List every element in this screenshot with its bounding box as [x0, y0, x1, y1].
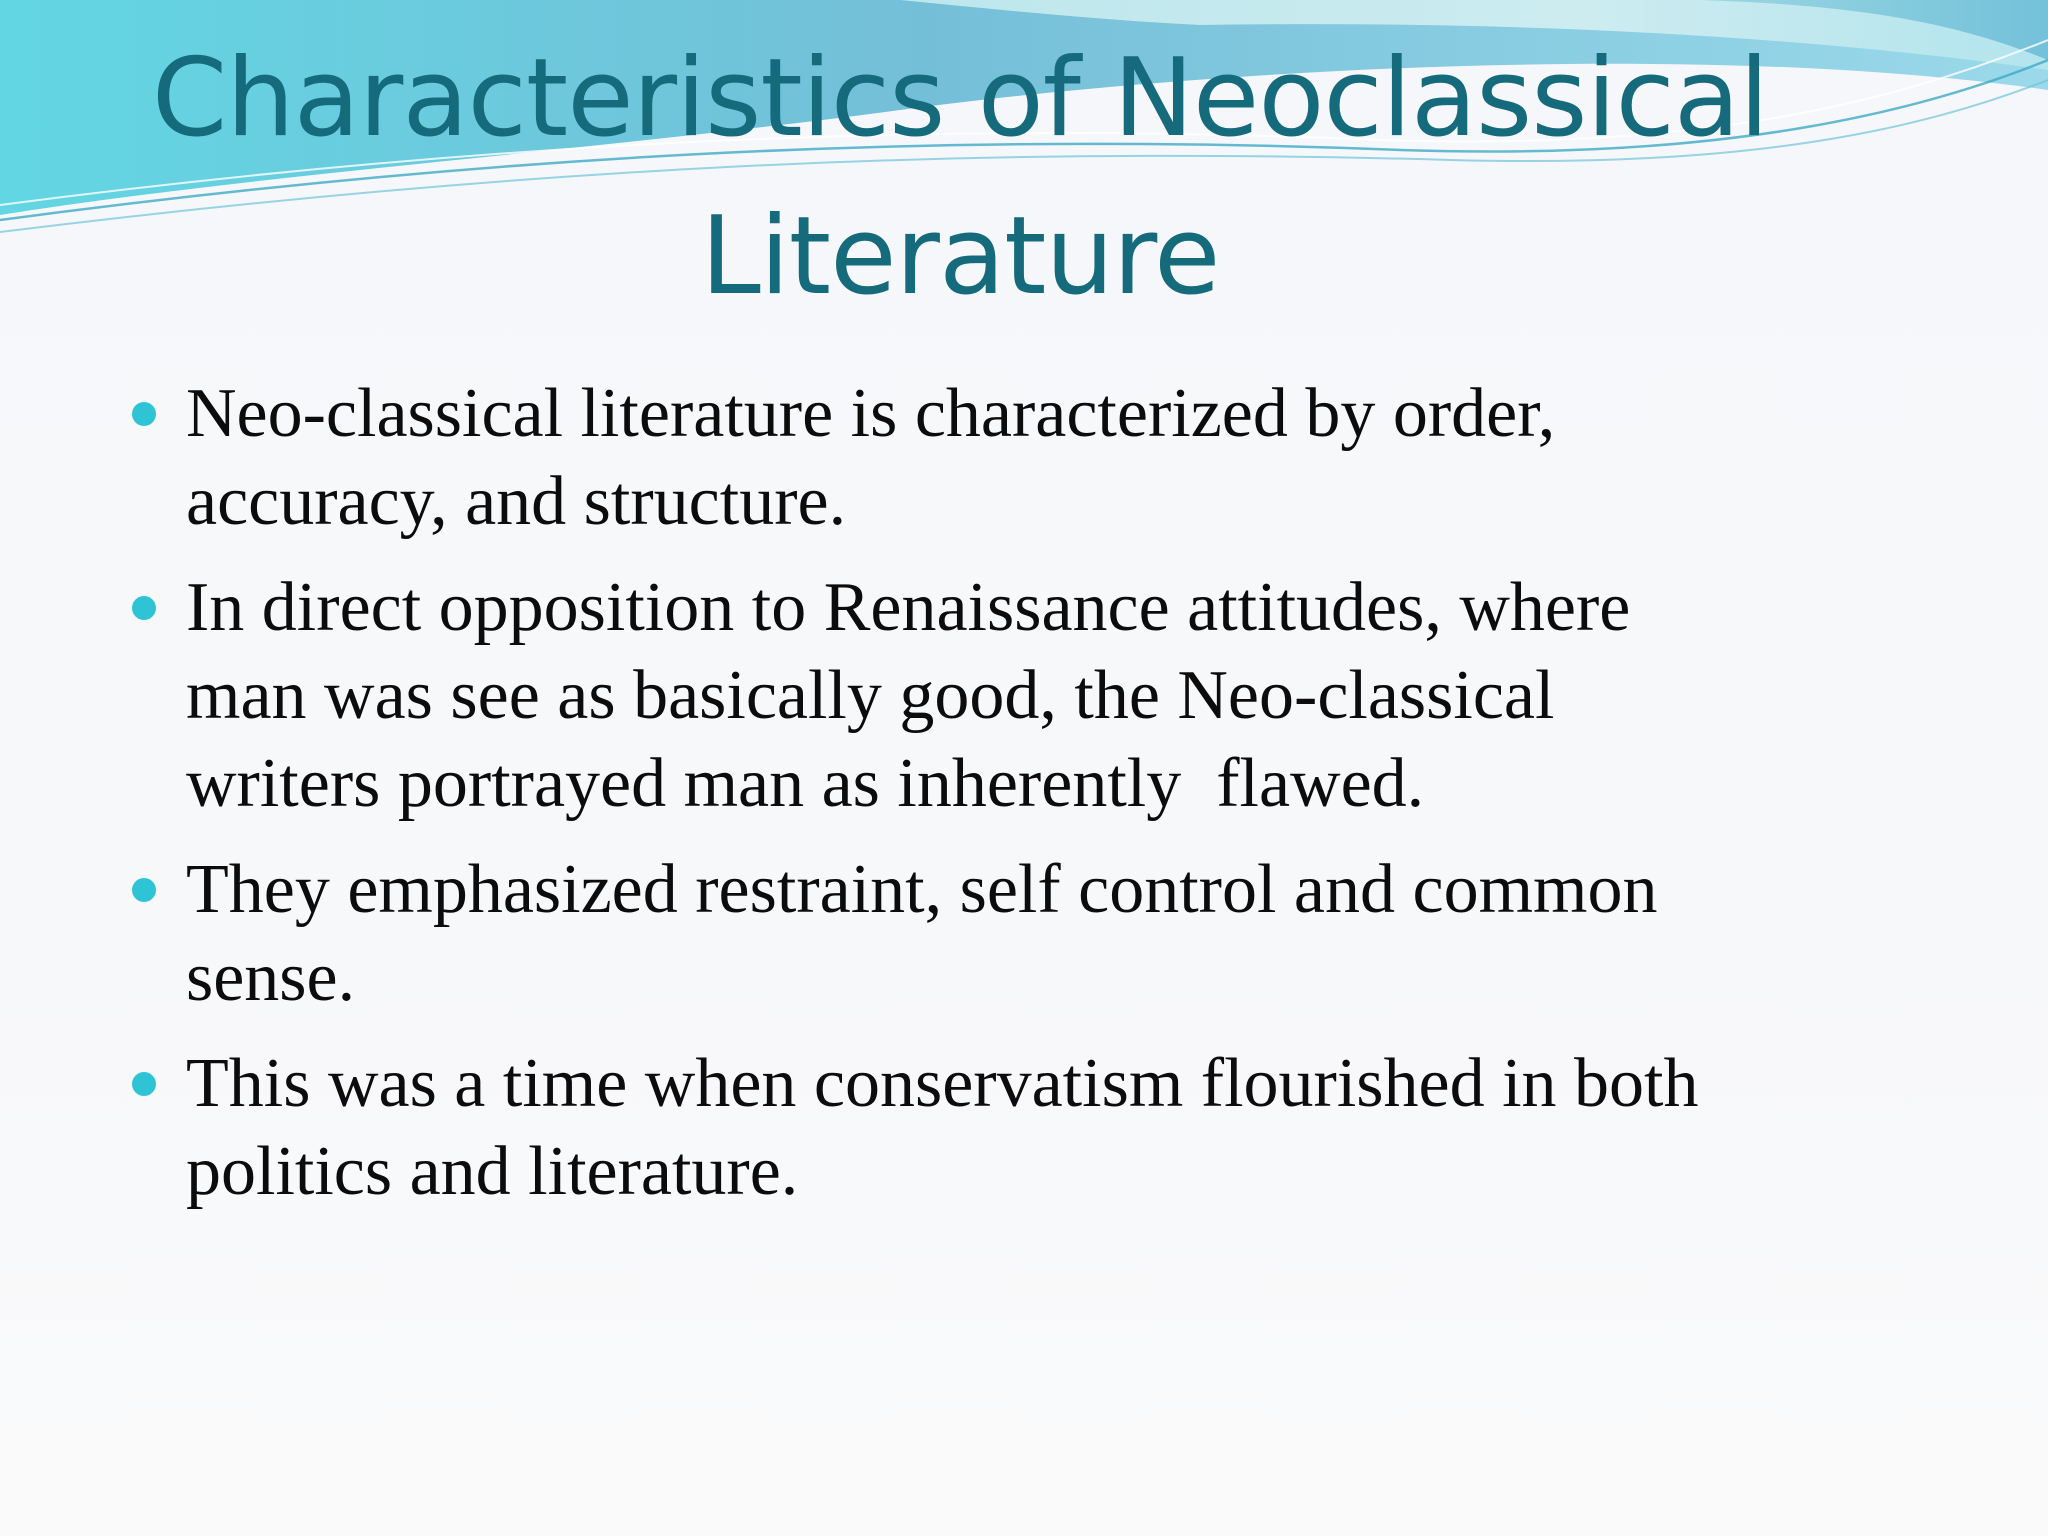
bullet-line: sense. [186, 939, 356, 1016]
bullet-item [130, 846, 1950, 1022]
bullet-line: accuracy, and structure. [186, 463, 847, 540]
bullet-marker-icon [132, 402, 156, 426]
bullet-line: Neo-classical literature is characterized by order, [186, 375, 1556, 452]
bullet-line: writers portrayed man as inherently flawed. [186, 745, 1425, 822]
bullet-line: This was a time when conservatism flourished in both [186, 1045, 1699, 1122]
slide-title-line-2: Literature [700, 194, 1220, 319]
bullet-item [130, 564, 1950, 828]
bullet-list [130, 370, 1950, 1234]
bullet-marker-icon [132, 878, 156, 902]
bullet-marker-icon [132, 1072, 156, 1096]
bullet-line: In direct opposition to Renaissance attitudes, where [186, 569, 1631, 646]
slide-title [150, 20, 1770, 336]
slide-title-line-1: Characteristics of Neoclassical [151, 36, 1769, 161]
bullet-line: man was see as basically good, the Neo-classical [186, 657, 1555, 734]
bullet-line: politics and literature. [186, 1133, 799, 1210]
bullet-marker-icon [132, 596, 156, 620]
bullet-item [130, 1040, 1950, 1216]
bullet-item [130, 370, 1950, 546]
bullet-line: They emphasized restraint, self control and common [186, 851, 1658, 928]
